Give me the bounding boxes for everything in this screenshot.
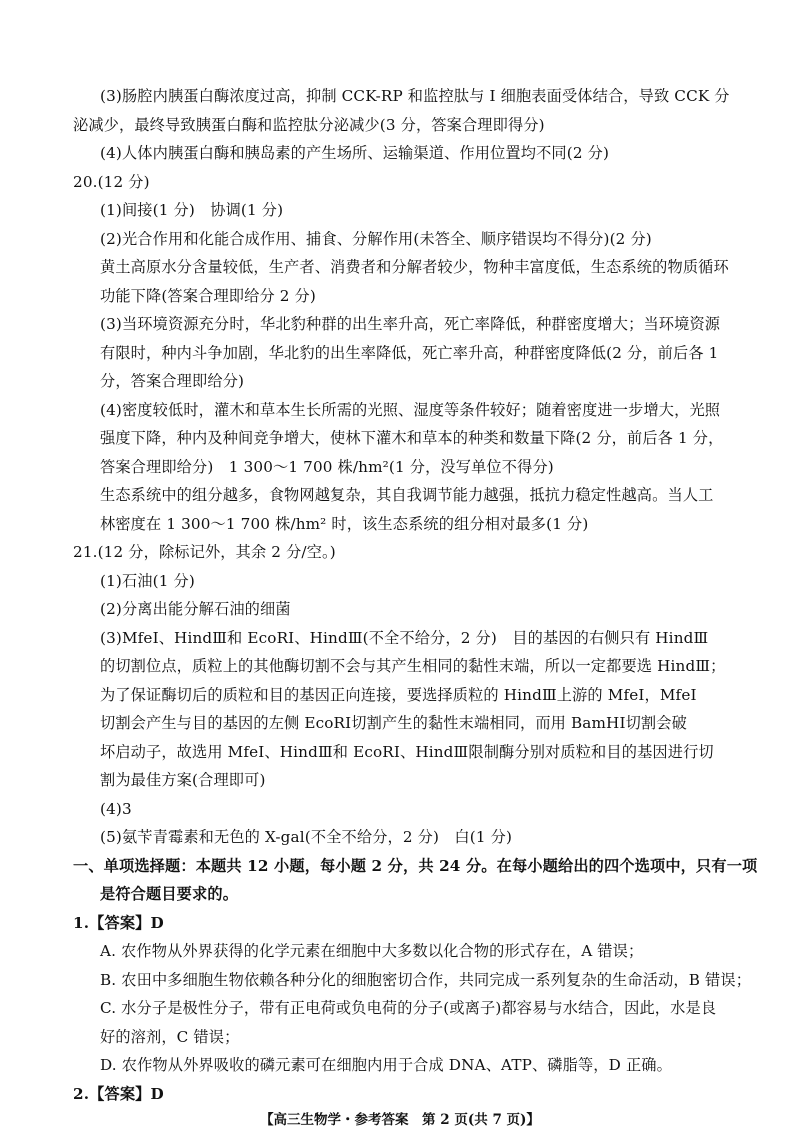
text-line: (2)光合作用和化能合成作用、捕食、分解作用(未答全、顺序错误均不得分)(2 分) (100, 230, 652, 248)
text-line: (3)肠腔内胰蛋白酶浓度过高，抑制 CCK-RP 和监控肽与 I 细胞表面受体结合，导致 CCK 分 (100, 87, 730, 105)
text-line: 割为最佳方案(合理即可) (100, 771, 266, 789)
text-line: 为了保证酶切后的质粒和目的基因正向连接，要选择质粒的 HindⅢ上游的 MfeⅠ，MfeⅠ (100, 686, 697, 704)
text-line: 有限时，种内斗争加剧，华北豹的出生率降低，死亡率升高，种群密度降低(2 分，前后各 1 (100, 344, 719, 362)
text-line: (1)间接(1 分) 协调(1 分) (100, 201, 284, 219)
text-line: 黄土高原水分含量较低，生产者、消费者和分解者较少，物种丰富度低，生态系统的物质循环 (100, 258, 729, 276)
page-footer: 【高三生物学・参考答案 第 2 页(共 7 页)】 (260, 1112, 540, 1128)
text-line: (1)石油(1 分) (100, 572, 195, 590)
text-line: D. 农作物从外界吸收的磷元素可在细胞内用于合成 DNA、ATP、磷脂等，D 正确。 (100, 1056, 672, 1074)
text-line: (4)人体内胰蛋白酶和胰岛素的产生场所、运输渠道、作用位置均不同(2 分) (100, 144, 610, 162)
text-line: C. 水分子是极性分子，带有正电荷或负电荷的分子(或离子)都容易与水结合，因此，水是良 (100, 999, 717, 1017)
answer-label: 1.【答案】D (73, 914, 164, 932)
text-line: 的切割位点，质粒上的其他酶切割不会与其产生相同的黏性末端，所以一定都要选 HindⅢ； (100, 657, 726, 675)
text-line: 好的溶剂，C 错误； (100, 1028, 240, 1046)
text-line: 泌减少，最终导致胰蛋白酶和监控肽分泌减少(3 分，答案合理即得分) (73, 116, 545, 134)
text-line: (3)MfeⅠ、HindⅢ和 EcoRⅠ、HindⅢ(不全不给分，2 分) 目的基因的右侧只有 HindⅢ (100, 629, 709, 647)
text-line: 坏启动子，故选用 MfeⅠ、HindⅢ和 EcoRⅠ、HindⅢ限制酶分别对质粒和目的基因进行切 (100, 743, 714, 761)
text-line: 分，答案合理即给分) (100, 372, 245, 390)
text-line: (4)密度较低时，灌木和草本生长所需的光照、湿度等条件较好；随着密度进一步增大，光照 (100, 401, 721, 419)
text-line: 切割会产生与目的基因的左侧 EcoRⅠ切割产生的黏性末端相同，而用 BamHⅠ切割会破 (100, 714, 687, 732)
text-line: 生态系统中的组分越多，食物网越复杂，其自我调节能力越强，抵抗力稳定性越高。当人工 (100, 486, 714, 504)
section-heading: 是符合题目要求的。 (100, 885, 239, 903)
text-line: (5)氨苄青霉素和无色的 X-gal(不全不给分，2 分) 白(1 分) (100, 828, 513, 846)
answer-label: 2.【答案】D (73, 1085, 164, 1103)
text-line: 答案合理即给分) 1 300～1 700 株/hm²(1 分，没写单位不得分) (100, 458, 554, 476)
text-line: (4)3 (100, 800, 132, 818)
question-heading: 21.(12 分，除标记外，其余 2 分/空。) (73, 543, 336, 561)
text-line: (3)当环境资源充分时，华北豹种群的出生率升高，死亡率降低，种群密度增大；当环境资源 (100, 315, 721, 333)
text-line: 林密度在 1 300～1 700 株/hm² 时，该生态系统的组分相对最多(1 分) (100, 515, 589, 533)
text-line: A. 农作物从外界获得的化学元素在细胞中大多数以化合物的形式存在，A 错误； (100, 942, 644, 960)
question-heading: 20.(12 分) (73, 173, 150, 191)
text-line: 功能下降(答案合理即给分 2 分) (100, 287, 316, 305)
text-line: 强度下降，种内及种间竞争增大，使林下灌木和草本的种类和数量下降(2 分，前后各 1 分， (100, 429, 724, 447)
text-line: B. 农田中多细胞生物依赖各种分化的细胞密切合作，共同完成一系列复杂的生命活动，B 错误； (100, 971, 752, 989)
section-heading: 一、单项选择题：本题共 12 小题，每小题 2 分，共 24 分。在每小题给出的四个选项中，只有一项 (73, 857, 758, 875)
text-line: (2)分离出能分解石油的细菌 (100, 600, 291, 618)
